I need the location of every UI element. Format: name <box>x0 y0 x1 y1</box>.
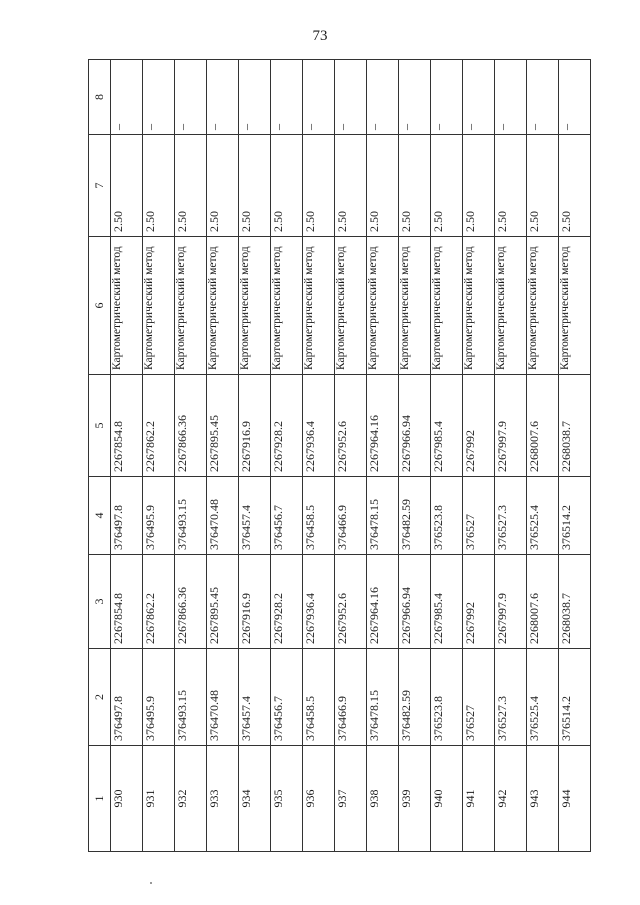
y-coordinate-cell: 2267985.4 <box>430 555 462 649</box>
accuracy-cell: 2.50 <box>462 135 494 237</box>
x-coordinate-cell: 376523.8 <box>430 477 462 555</box>
x-coordinate-cell: 376495.9 <box>142 649 174 746</box>
x-coordinate-cell: 376527.3 <box>494 477 526 555</box>
x-coordinate-cell: 376514.2 <box>558 477 590 555</box>
table-row <box>462 60 494 852</box>
method-cell: Картометрический метод <box>398 237 430 375</box>
header-cell: 6 <box>89 237 111 375</box>
point-number-cell: 940 <box>430 746 462 852</box>
point-number-cell: 930 <box>110 746 142 852</box>
accuracy-cell: 2.50 <box>238 135 270 237</box>
accuracy-cell: 2.50 <box>398 135 430 237</box>
header-cell: 8 <box>89 60 111 135</box>
y-coordinate-cell: 2267985.4 <box>430 375 462 477</box>
x-coordinate-cell: 376478.15 <box>366 477 398 555</box>
x-coordinate-cell: 376527 <box>462 649 494 746</box>
table-header-row <box>89 60 111 852</box>
y-coordinate-cell: 2267862.2 <box>142 555 174 649</box>
method-cell: Картометрический метод <box>430 237 462 375</box>
accuracy-cell: 2.50 <box>270 135 302 237</box>
header-cell: 5 <box>89 375 111 477</box>
coordinates-table-rotated <box>88 60 591 852</box>
header-cell: 2 <box>89 649 111 746</box>
x-coordinate-cell: 376457.4 <box>238 649 270 746</box>
y-coordinate-cell: 2267895.45 <box>206 375 238 477</box>
page-number: 73 <box>312 28 328 44</box>
point-number-cell: 943 <box>526 746 558 852</box>
point-number-cell: 932 <box>174 746 206 852</box>
x-coordinate-cell: 376525.4 <box>526 649 558 746</box>
header-cell: 7 <box>89 135 111 237</box>
method-cell: Картометрический метод <box>206 237 238 375</box>
point-number-cell: 935 <box>270 746 302 852</box>
accuracy-cell: 2.50 <box>494 135 526 237</box>
table-row <box>494 60 526 852</box>
table-row <box>334 60 366 852</box>
method-cell: Картометрический метод <box>238 237 270 375</box>
y-coordinate-cell: 2267936.4 <box>302 375 334 477</box>
y-coordinate-cell: 2268038.7 <box>558 555 590 649</box>
note-cell: – <box>558 60 590 135</box>
method-cell: Картометрический метод <box>142 237 174 375</box>
accuracy-cell: 2.50 <box>526 135 558 237</box>
note-cell: – <box>526 60 558 135</box>
accuracy-cell: 2.50 <box>302 135 334 237</box>
point-number-cell: 936 <box>302 746 334 852</box>
y-coordinate-cell: 2267966.94 <box>398 375 430 477</box>
note-cell: – <box>366 60 398 135</box>
header-cell: 4 <box>89 477 111 555</box>
y-coordinate-cell: 2267866.36 <box>174 375 206 477</box>
x-coordinate-cell: 376456.7 <box>270 477 302 555</box>
y-coordinate-cell: 2267964.16 <box>366 375 398 477</box>
x-coordinate-cell: 376466.9 <box>334 477 366 555</box>
note-cell: – <box>270 60 302 135</box>
table-row <box>110 60 142 852</box>
table-row <box>174 60 206 852</box>
point-number-cell: 941 <box>462 746 494 852</box>
x-coordinate-cell: 376514.2 <box>558 649 590 746</box>
method-cell: Картометрический метод <box>366 237 398 375</box>
y-coordinate-cell: 2267997.9 <box>494 375 526 477</box>
x-coordinate-cell: 376497.8 <box>110 649 142 746</box>
table-row <box>398 60 430 852</box>
y-coordinate-cell: 2267966.94 <box>398 555 430 649</box>
y-coordinate-cell: 2267936.4 <box>302 555 334 649</box>
y-coordinate-cell: 2267952.6 <box>334 555 366 649</box>
method-cell: Картометрический метод <box>334 237 366 375</box>
coordinates-table-area <box>88 60 591 852</box>
y-coordinate-cell: 2267992 <box>462 375 494 477</box>
header-cell: 3 <box>89 555 111 649</box>
y-coordinate-cell: 2267952.6 <box>334 375 366 477</box>
x-coordinate-cell: 376470.48 <box>206 649 238 746</box>
x-coordinate-cell: 376493.15 <box>174 477 206 555</box>
x-coordinate-cell: 376482.59 <box>398 477 430 555</box>
y-coordinate-cell: 2267854.8 <box>110 555 142 649</box>
table-row <box>558 60 590 852</box>
y-coordinate-cell: 2267928.2 <box>270 375 302 477</box>
point-number-cell: 931 <box>142 746 174 852</box>
y-coordinate-cell: 2267992 <box>462 555 494 649</box>
note-cell: – <box>142 60 174 135</box>
x-coordinate-cell: 376456.7 <box>270 649 302 746</box>
x-coordinate-cell: 376482.59 <box>398 649 430 746</box>
y-coordinate-cell: 2267866.36 <box>174 555 206 649</box>
x-coordinate-cell: 376478.15 <box>366 649 398 746</box>
note-cell: – <box>174 60 206 135</box>
method-cell: Картометрический метод <box>558 237 590 375</box>
x-coordinate-cell: 376527.3 <box>494 649 526 746</box>
accuracy-cell: 2.50 <box>174 135 206 237</box>
y-coordinate-cell: 2267928.2 <box>270 555 302 649</box>
x-coordinate-cell: 376497.8 <box>110 477 142 555</box>
note-cell: – <box>398 60 430 135</box>
method-cell: Картометрический метод <box>494 237 526 375</box>
x-coordinate-cell: 376457.4 <box>238 477 270 555</box>
table-row <box>430 60 462 852</box>
y-coordinate-cell: 2267916.9 <box>238 555 270 649</box>
accuracy-cell: 2.50 <box>110 135 142 237</box>
accuracy-cell: 2.50 <box>366 135 398 237</box>
method-cell: Картометрический метод <box>110 237 142 375</box>
accuracy-cell: 2.50 <box>334 135 366 237</box>
coordinates-table <box>88 59 591 852</box>
note-cell: – <box>302 60 334 135</box>
note-cell: – <box>206 60 238 135</box>
method-cell: Картометрический метод <box>174 237 206 375</box>
point-number-cell: 937 <box>334 746 366 852</box>
note-cell: – <box>334 60 366 135</box>
point-number-cell: 944 <box>558 746 590 852</box>
note-cell: – <box>494 60 526 135</box>
table-row <box>302 60 334 852</box>
note-cell: – <box>238 60 270 135</box>
scan-speck <box>150 882 152 884</box>
table-row <box>366 60 398 852</box>
method-cell: Картометрический метод <box>526 237 558 375</box>
x-coordinate-cell: 376495.9 <box>142 477 174 555</box>
method-cell: Картометрический метод <box>302 237 334 375</box>
y-coordinate-cell: 2268038.7 <box>558 375 590 477</box>
x-coordinate-cell: 376527 <box>462 477 494 555</box>
point-number-cell: 942 <box>494 746 526 852</box>
table-row <box>238 60 270 852</box>
accuracy-cell: 2.50 <box>558 135 590 237</box>
y-coordinate-cell: 2267916.9 <box>238 375 270 477</box>
table-row <box>142 60 174 852</box>
accuracy-cell: 2.50 <box>430 135 462 237</box>
x-coordinate-cell: 376470.48 <box>206 477 238 555</box>
y-coordinate-cell: 2268007.6 <box>526 375 558 477</box>
accuracy-cell: 2.50 <box>206 135 238 237</box>
point-number-cell: 938 <box>366 746 398 852</box>
x-coordinate-cell: 376466.9 <box>334 649 366 746</box>
point-number-cell: 934 <box>238 746 270 852</box>
table-row <box>526 60 558 852</box>
y-coordinate-cell: 2267895.45 <box>206 555 238 649</box>
y-coordinate-cell: 2267964.16 <box>366 555 398 649</box>
x-coordinate-cell: 376458.5 <box>302 649 334 746</box>
point-number-cell: 933 <box>206 746 238 852</box>
table-row <box>206 60 238 852</box>
accuracy-cell: 2.50 <box>142 135 174 237</box>
y-coordinate-cell: 2267997.9 <box>494 555 526 649</box>
x-coordinate-cell: 376458.5 <box>302 477 334 555</box>
y-coordinate-cell: 2267862.2 <box>142 375 174 477</box>
y-coordinate-cell: 2268007.6 <box>526 555 558 649</box>
note-cell: – <box>430 60 462 135</box>
method-cell: Картометрический метод <box>462 237 494 375</box>
method-cell: Картометрический метод <box>270 237 302 375</box>
table-row <box>270 60 302 852</box>
x-coordinate-cell: 376523.8 <box>430 649 462 746</box>
x-coordinate-cell: 376525.4 <box>526 477 558 555</box>
point-number-cell: 939 <box>398 746 430 852</box>
note-cell: – <box>462 60 494 135</box>
x-coordinate-cell: 376493.15 <box>174 649 206 746</box>
y-coordinate-cell: 2267854.8 <box>110 375 142 477</box>
note-cell: – <box>110 60 142 135</box>
header-cell: 1 <box>89 746 111 852</box>
